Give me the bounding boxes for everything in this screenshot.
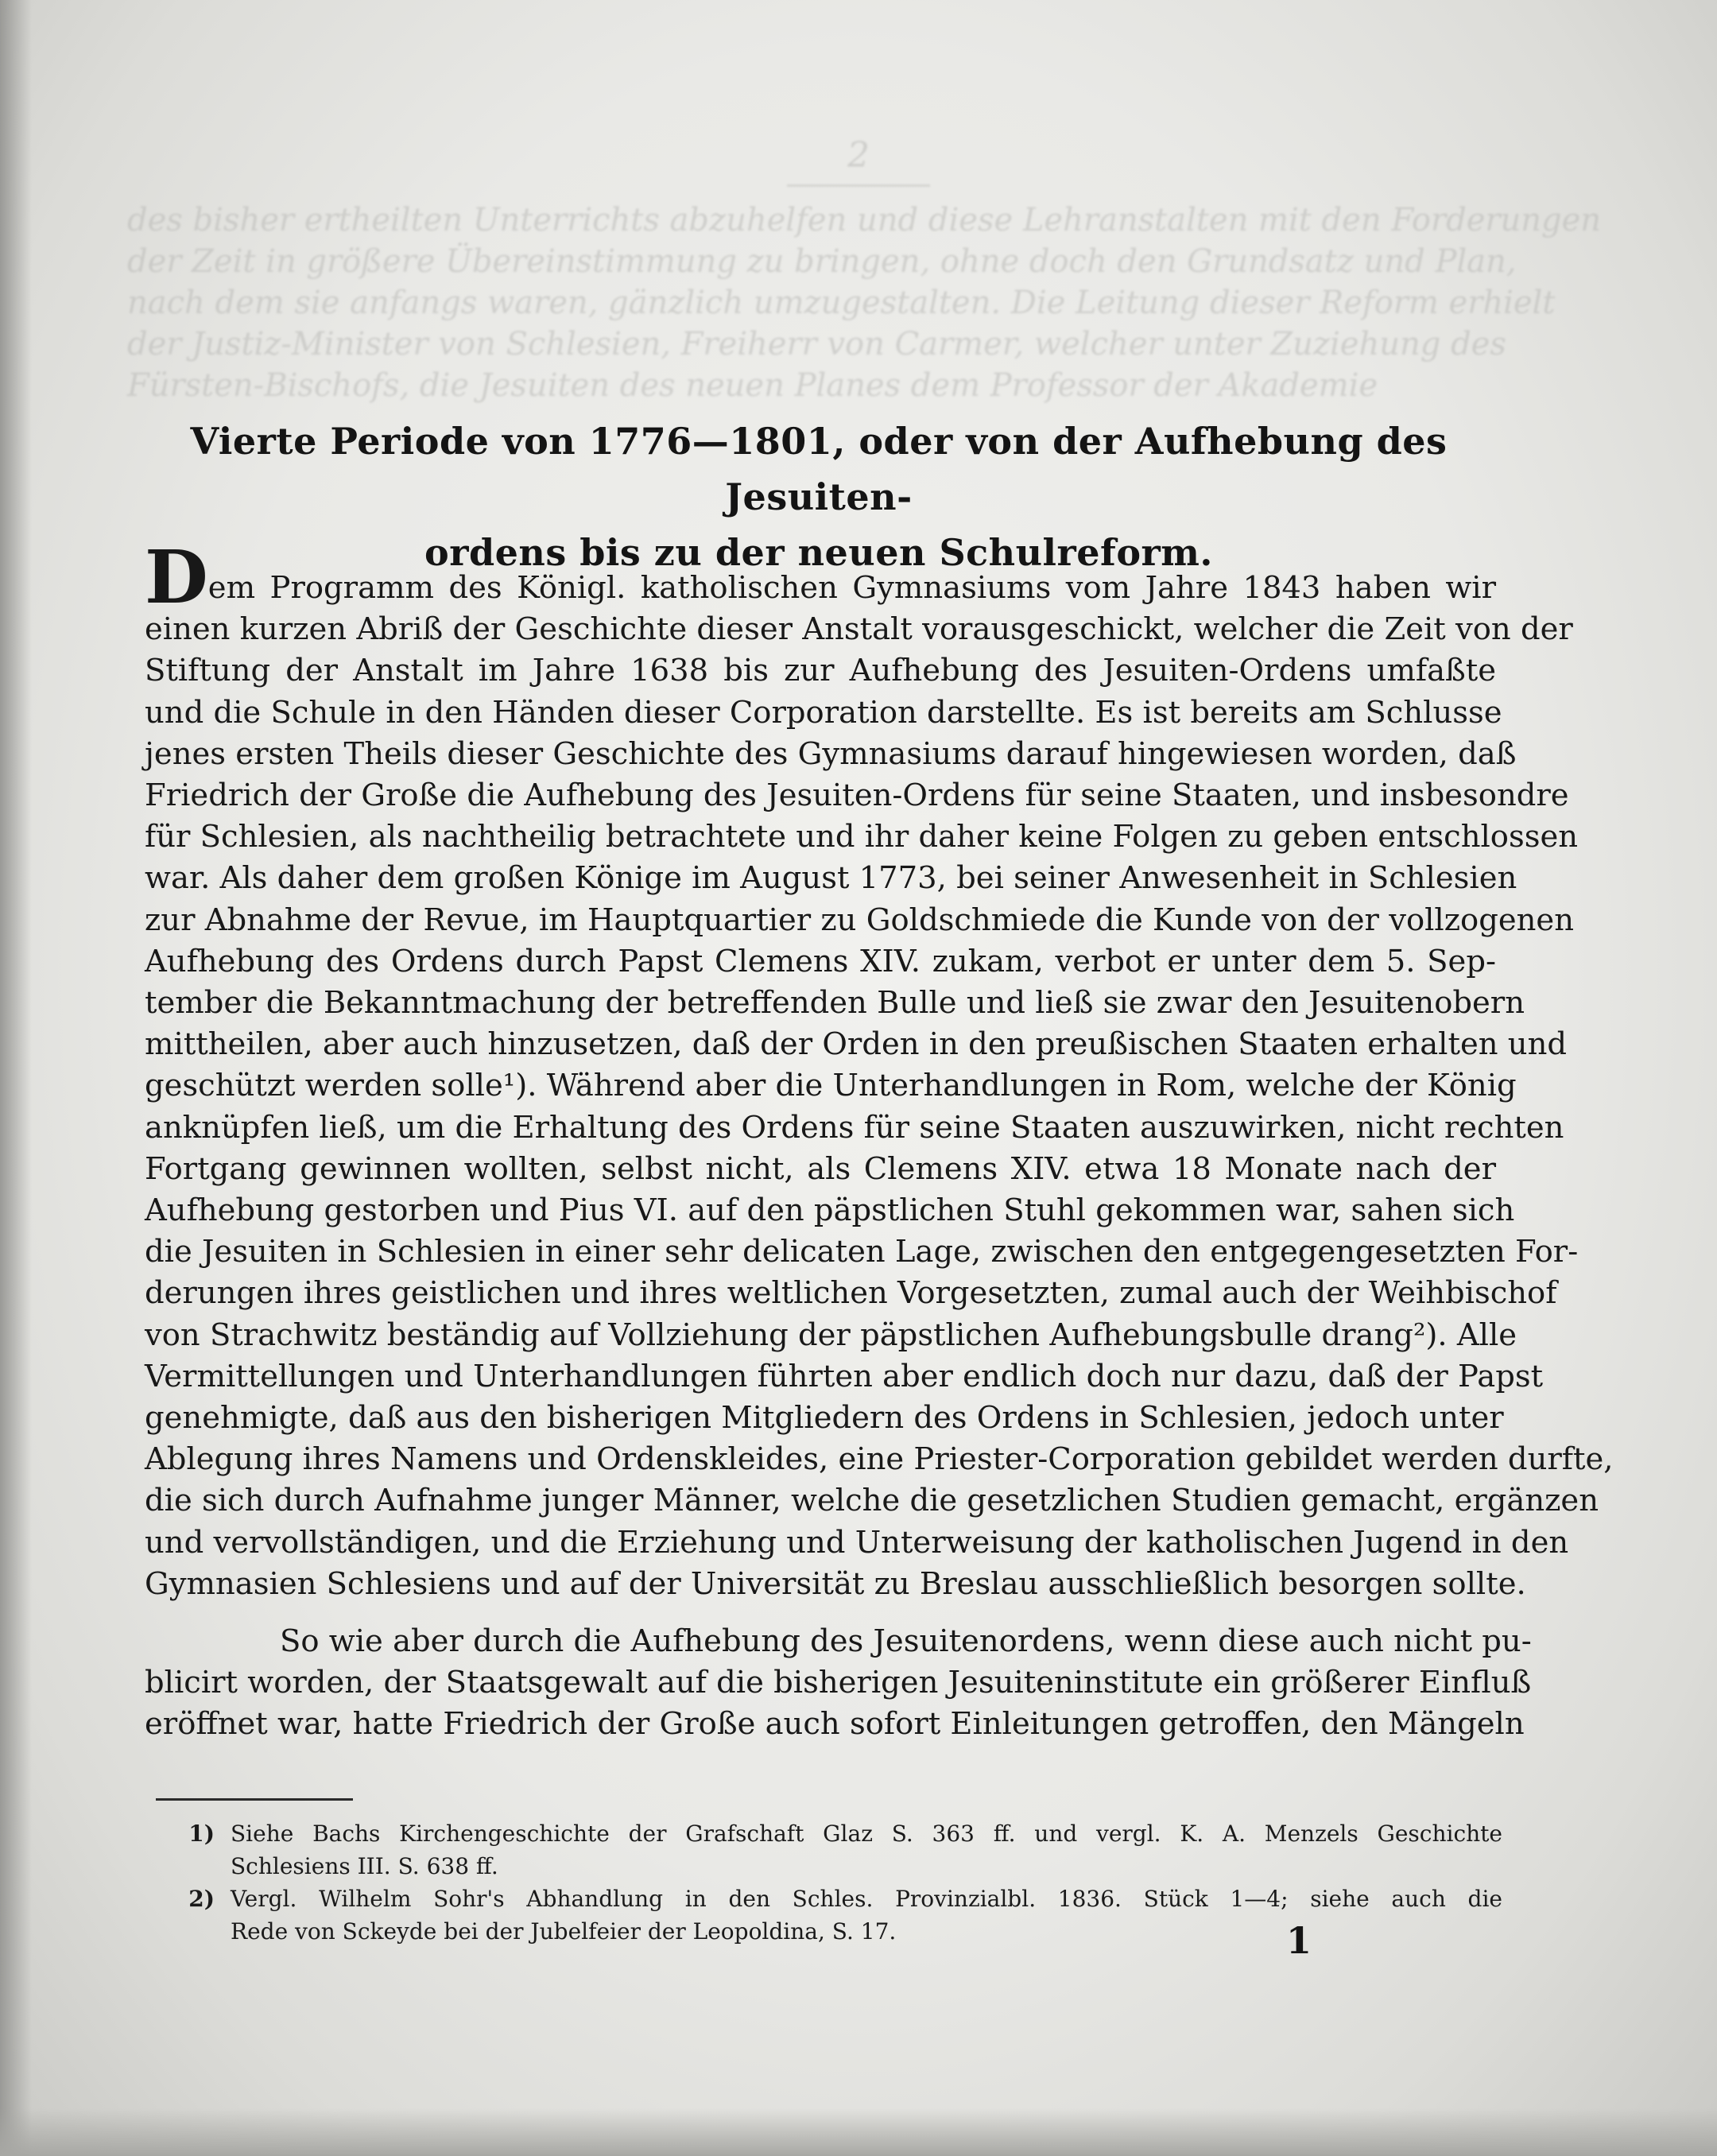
paragraph-line: Fortgang gewinnen wollten, selbst nicht, als Clemens XIV. etwa 18 Monate nach der (145, 1150, 1496, 1187)
paragraph-line: und vervollständigen, und die Erziehung und Unterweisung der katholischen Jugend in den (145, 1524, 1569, 1561)
paragraph-line: einen kurzen Abriß der Geschichte dieser Anstalt vorausgeschickt, welcher die Zeit von der (145, 611, 1573, 648)
bleed-through-line: der Zeit in größere Übereinstimmung zu bringen, ohne doch den Grundsatz und Plan, (127, 243, 1517, 280)
paragraph-line: tember die Bekanntmachung der betreffenden Bulle und ließ sie zwar den Jesuitenobern (145, 985, 1525, 1022)
bleed-through-header: 2 (847, 135, 870, 176)
paragraph-line: anknüpfen ließ, um die Erhaltung des Ordens für seine Staaten auszuwirken, nicht rechten (145, 1109, 1564, 1146)
footnote-line: Schlesiens III. S. 638 ff. (231, 1853, 498, 1879)
paragraph-line: Ablegung ihres Namens und Ordenskleides, eine Priester-Corporation gebildet werden durfte, (145, 1441, 1614, 1478)
paragraph-line: jenes ersten Theils dieser Geschichte des Gymnasiums darauf hingewiesen worden, daß (145, 735, 1517, 772)
section-heading-line-2: ordens bis zu der neuen Schulreform. (424, 531, 1213, 574)
bleed-through-rule (787, 184, 930, 187)
paragraph-line: eröffnet war, hatte Friedrich der Große auch sofort Einleitungen getroffen, den Mängeln (145, 1706, 1525, 1743)
bleed-through-text (127, 135, 1602, 406)
first-line-text: em Programm des Königl. katholischen Gymnasiums vom Jahre 1843 haben wir (207, 570, 1496, 606)
page-shadow-bottom (0, 2108, 1717, 2156)
bleed-through-line: der Justiz-Minister von Schlesien, Freiherr von Carmer, welcher unter Zuziehung des (127, 326, 1506, 363)
bleed-through-line: des bisher ertheilten Unterrichts abzuhelfen und diese Lehranstalten mit den Forderungen (127, 202, 1602, 238)
footnote-number: 1) (188, 1821, 215, 1847)
section-heading (143, 413, 1494, 580)
paragraph-line: mittheilen, aber auch hinzusetzen, daß der Orden in den preußischen Staaten erhalten und (145, 1026, 1568, 1063)
paragraph-line: die Jesuiten in Schlesien in einer sehr delicaten Lage, zwischen den entgegengesetzten For- (145, 1234, 1579, 1270)
page-shadow-left (0, 0, 32, 2156)
paragraph-line: Gymnasien Schlesiens und auf der Universität zu Breslau ausschließlich besorgen sollte. (145, 1565, 1526, 1602)
footnote-line: Vergl. Wilhelm Sohr's Abhandlung in den Schles. Provinzialbl. 1836. Stück 1—4; siehe auch die (231, 1886, 1502, 1912)
paragraph-line: von Strachwitz beständig auf Vollziehung der päpstlichen Aufhebungsbulle drang²). Alle (145, 1316, 1517, 1353)
paragraph-line: Aufhebung des Ordens durch Papst Clemens XIV. zukam, verbot er unter dem 5. Sep- (145, 943, 1496, 979)
paragraph-line: zur Abnahme der Revue, im Hauptquartier zu Goldschmiede die Kunde von der vollzogenen (145, 902, 1575, 938)
section-heading-line-1: Vierte Periode von 1776—1801, oder von der Aufhebung des Jesuiten- (190, 420, 1448, 518)
paragraph-line: war. Als daher dem großen Könige im August 1773, bei seiner Anwesenheit in Schlesien (145, 860, 1517, 897)
drop-cap: D (145, 534, 208, 620)
page-number: 1 (1286, 1919, 1312, 1962)
paragraph-line: Friedrich der Große die Aufhebung des Jesuiten-Ordens für seine Staaten, und insbesondre (145, 777, 1569, 814)
paragraph-line: blicirt worden, der Staatsgewalt auf die bisherigen Jesuiteninstitute ein größerer Einfluß (145, 1665, 1532, 1701)
footnote-line: Rede von Sckeyde bei der Jubelfeier der Leopoldina, S. 17. (231, 1918, 897, 1945)
paragraph-line: Aufhebung gestorben und Pius VI. auf den päpstlichen Stuhl gekommen war, sahen sich (145, 1192, 1515, 1229)
paragraph-line: die sich durch Aufnahme junger Männer, welche die gesetzlichen Studien gemacht, ergänzen (145, 1483, 1599, 1519)
paragraph-line: derungen ihres geistlichen und ihres weltlichen Vorgesetzten, zumal auch der Weihbischof (145, 1275, 1557, 1312)
bleed-through-line: Fürsten-Bischofs, die Jesuiten des neuen Planes dem Professor der Akademie (127, 367, 1378, 404)
footnote-line: Siehe Bachs Kirchengeschichte der Grafschaft Glaz S. 363 ff. und vergl. K. A. Menzels Geschichte (231, 1821, 1502, 1847)
paragraph-line: für Schlesien, als nachtheilig betrachtete und ihr daher keine Folgen zu geben entschlossen (145, 819, 1579, 855)
bleed-through-line: nach dem sie anfangs waren, gänzlich umzugestalten. Die Leitung dieser Reform erhielt (127, 285, 1556, 321)
paragraph-line: So wie aber durch die Aufhebung des Jesuitenordens, wenn diese auch nicht pu- (280, 1623, 1532, 1660)
footnote-1 (188, 1817, 1502, 1883)
footnote-number: 2) (188, 1886, 215, 1912)
paragraph-2 (145, 1621, 1532, 1746)
footnote-divider (156, 1798, 353, 1801)
paragraph-line: Stiftung der Anstalt im Jahre 1638 bis zur Aufhebung des Jesuiten-Ordens umfaßte (145, 653, 1496, 689)
paragraph-line: Vermittellungen und Unterhandlungen führten aber endlich doch nur dazu, daß der Papst (145, 1358, 1544, 1394)
paragraph-line: genehmigte, daß aus den bisherigen Mitgliedern des Ordens in Schlesien, jedoch unter (145, 1400, 1504, 1437)
paragraph-line: und die Schule in den Händen dieser Corporation darstellte. Es ist bereits am Schlusse (145, 694, 1502, 731)
paragraph-line: geschützt werden solle¹). Während aber die Unterhandlungen in Rom, welche der König (145, 1068, 1517, 1104)
